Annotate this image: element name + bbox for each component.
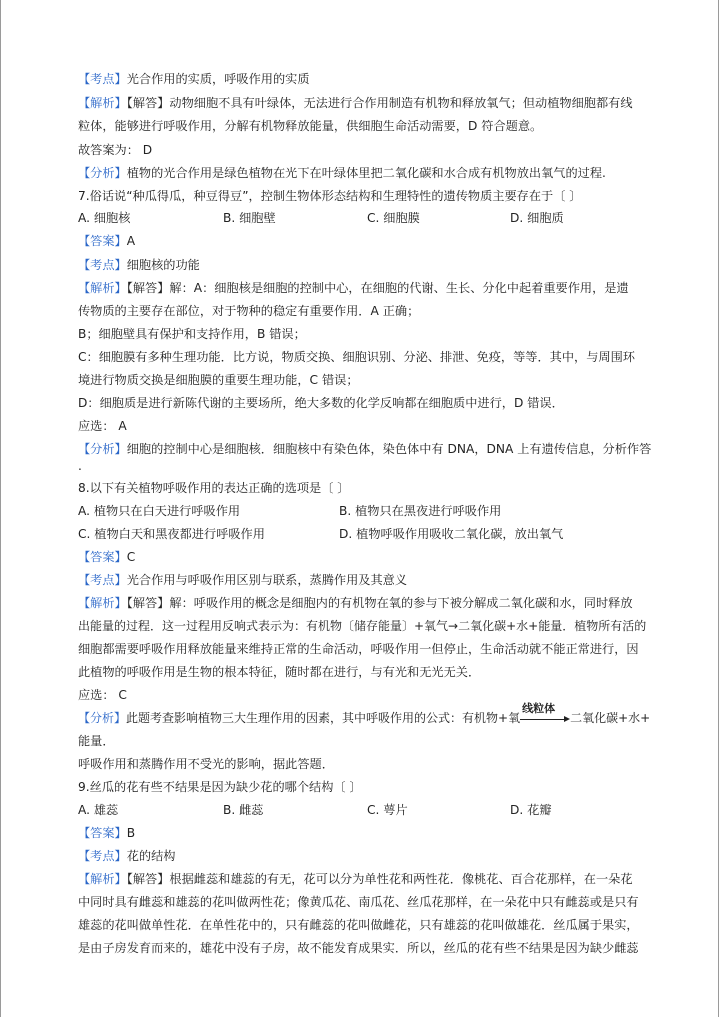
jiexi-line: 【解析】【解答】解：A：细胞核是细胞的控制中心，在细胞的代谢、生长、分化中起着重要作用，是遗: [78, 281, 629, 295]
text-line: 细胞都需要呼吸作用释放能量来维持正常的生命活动，呼吸作用一但停止，生命活动就不能正常进行，因: [78, 642, 639, 656]
jiexi-line: 【解析】【解答】动物细胞不具有叶绿体，无法进行合作用制造有机物和释放氧气；但动植物细胞都有线: [78, 96, 633, 110]
option-b: B. 细胞壁: [223, 211, 276, 225]
option-a: A. 雄蕊: [78, 803, 119, 817]
answer-line: 应选： C: [78, 688, 127, 702]
text-line: 是由子房发育而来的，雄花中没有子房，故不能发育成果实．所以，丝瓜的花有些不结果是因为缺少雌蕊: [78, 941, 639, 955]
kaodian-tag: 【考点】: [78, 849, 127, 863]
daan-line: 【答案】C: [78, 550, 136, 564]
option-d: D. 植物呼吸作用吸收二氧化碳，放出氧气: [339, 527, 564, 541]
jiexi-tag: 【解析】: [78, 96, 127, 110]
kaodian-line: 【考点】细胞核的功能: [78, 258, 200, 272]
option-c: C. 植物白天和黑夜都进行呼吸作用: [78, 527, 265, 541]
text-line: 此植物的呼吸作用是生物的根本特征，随时都在进行，与有光和无光无关．: [78, 665, 481, 679]
text-line: .: [78, 459, 82, 473]
fenxi-line: 【分析】植物的光合作用是绿色植物在光下在叶绿体里把二氧化碳和水合成有机物放出氧气的过程.: [78, 166, 606, 180]
kaodian-line: 【考点】光合作用与呼吸作用区别与联系，蒸腾作用及其意义: [78, 573, 408, 587]
page-right-border: [718, 0, 719, 1017]
fenxi-tag: 【分析】: [78, 166, 127, 180]
jiexi-tag: 【解析】: [78, 872, 127, 886]
daan-tag: 【答案】: [78, 826, 127, 840]
answer-line: 故答案为： D: [78, 143, 153, 157]
question-8-options-row-1: [78, 503, 654, 519]
option-d: D. 花瓣: [510, 803, 552, 817]
kaodian-tag: 【考点】: [78, 573, 127, 587]
option-c: C. 萼片: [367, 803, 408, 817]
option-c: C. 细胞膜: [367, 211, 420, 225]
jiexi-line: 【解析】【解答】解：呼吸作用的概念是细胞内的有机物在氧的参与下被分解成二氧化碳和水，同时释放: [78, 596, 633, 610]
kaodian-line: 【考点】光合作用的实质，呼吸作用的实质: [78, 72, 310, 86]
jiexi-tag: 【解析】: [78, 281, 127, 295]
question-9-options: [78, 802, 654, 818]
fenxi-tag: 【分析】: [78, 711, 127, 725]
text-line: 呼吸作用和蒸腾作用不受光的影响，据此答题．: [78, 757, 334, 771]
kaodian-tag: 【考点】: [78, 72, 127, 86]
question-8-stem: 8.以下有关植物呼吸作用的表达正确的选项是〔 〕: [78, 481, 350, 495]
arrow-line: [520, 719, 568, 720]
daan-line: 【答案】B: [78, 826, 136, 840]
question-7-stem: 7.俗话说“种瓜得瓜，种豆得豆”，控制生物体形态结构和生理特性的遗传物质主要存在于〔 〕: [78, 189, 582, 203]
daan-line: 【答案】A: [78, 234, 136, 248]
arrow-label: 线粒体: [522, 702, 556, 715]
answer-line: 应选： A: [78, 419, 127, 433]
fenxi-tag: 【分析】: [78, 442, 127, 456]
jiexi-line: 【解析】【解答】根据雌蕊和雄蕊的有无，花可以分为单性花和两性花．像桃花、百合花那样，在一朵花: [78, 872, 633, 886]
reaction-arrow: [520, 702, 570, 726]
page-left-border: [0, 0, 1, 1017]
daan-tag: 【答案】: [78, 550, 127, 564]
option-a: A. 植物只在白天进行呼吸作用: [78, 504, 241, 518]
kaodian-line: 【考点】花的结构: [78, 849, 176, 863]
arrow-head-icon: [564, 716, 570, 722]
text-line: C：细胞膜有多种生理功能．比方说，物质交换、细胞识别、分泌、排泄、免疫，等等．其中，与周围环: [78, 350, 635, 364]
option-a: A. 细胞核: [78, 211, 131, 225]
question-9-stem: 9.丝瓜的花有些不结果是因为缺少花的哪个结构〔 〕: [78, 780, 362, 794]
kaodian-tag: 【考点】: [78, 258, 127, 272]
option-d: D. 细胞质: [510, 211, 564, 225]
fenxi-line: 【分析】细胞的控制中心是细胞核．细胞核中有染色体，染色体中有 DNA，DNA 上有遗传信息，分析作答: [78, 442, 652, 456]
text-line: 出能量的过程．这一过程用反响式表示为：有机物〔储存能量〕+氧气→二氧化碳+水+能量．植物所有活的: [78, 619, 647, 633]
text-line: 雄蕊的花叫做单性花．在单性花中的，只有雌蕊的花叫做雌花，只有雄蕊的花叫做雄花．丝瓜属于果实，: [78, 918, 639, 932]
text-line: B；细胞壁具有保护和支持作用，B 错误；: [78, 327, 306, 341]
option-b: B. 雌蕊: [223, 803, 264, 817]
text-line: 境进行物质交换是细胞膜的重要生理功能，C 错误；: [78, 373, 359, 387]
fenxi-line: 【分析】此题考查影响植物三大生理作用的因素，其中呼吸作用的公式：有机物+氧 线粒体 二氧化碳+水+: [78, 702, 651, 725]
text-line: 中同时具有雌蕊和雄蕊的花叫做两性花；像黄瓜花、南瓜花、丝瓜花那样，在一朵花中只有雌蕊或是只有: [78, 895, 639, 909]
text-line: 能量．: [78, 734, 115, 748]
question-8-options-row-2: [78, 526, 654, 542]
jiexi-tag: 【解析】: [78, 596, 127, 610]
text-line: 粒体，能够进行呼吸作用，分解有机物释放能量，供细胞生命活动需要，D 符合题意。: [78, 119, 543, 133]
text-line: D：细胞质是进行新陈代谢的主要场所，绝大多数的化学反响都在细胞质中进行，D 错误．: [78, 396, 564, 410]
text-line: 传物质的主要存在部位，对于物种的稳定有重要作用．A 正确；: [78, 304, 420, 318]
question-7-options: [78, 210, 654, 226]
option-b: B. 植物只在黑夜进行呼吸作用: [339, 504, 502, 518]
daan-tag: 【答案】: [78, 234, 127, 248]
